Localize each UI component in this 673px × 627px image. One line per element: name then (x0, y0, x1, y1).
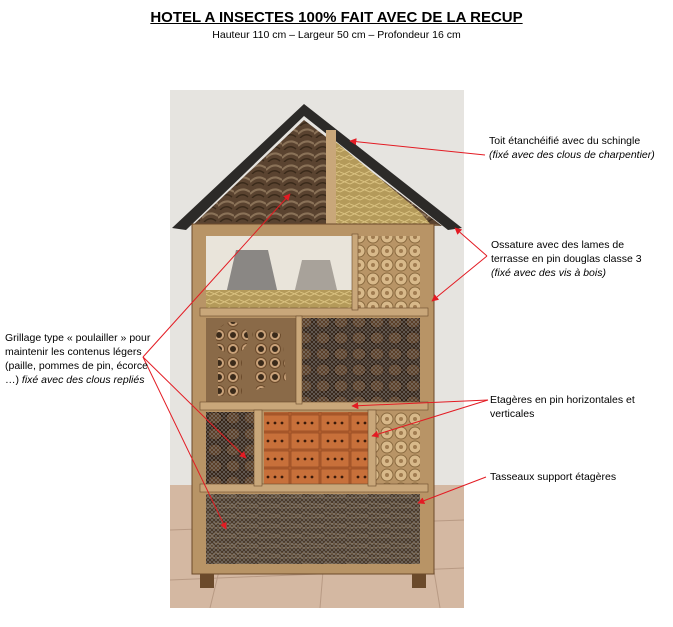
arrow-mesh-2 (143, 357, 246, 458)
label-shelves: Etagères en pin horizontales et verticales (490, 394, 635, 420)
arrow-frame-top (455, 228, 487, 256)
arrow-cleat (418, 477, 486, 503)
label-frame: Ossature avec des lames de terrasse en pin douglas classe 3 (fixé avec des vis à bois) (491, 239, 642, 279)
label-cleats: Tasseaux support étagères (490, 471, 617, 483)
page-title: HOTEL A INSECTES 100% FAIT AVEC DE LA RECUP (150, 9, 523, 26)
arrow-frame-side (432, 256, 487, 301)
arrow-roof (350, 141, 485, 155)
arrow-shelf-1 (352, 400, 488, 406)
page-subtitle: Hauteur 110 cm – Largeur 50 cm – Profondeur 16 cm (212, 29, 461, 41)
label-mesh: Grillage type « poulailler » pour maintenir les contenus légers (paille, pommes de pin, écorce …) fixé avec des clous repliés (5, 332, 151, 386)
arrow-mesh-1 (143, 194, 290, 357)
arrow-shelf-2 (372, 400, 488, 436)
label-roof: Toit étanchéifié avec du schingle (fixé avec des clous de charpentier) (489, 135, 655, 161)
arrow-mesh-3 (143, 357, 226, 529)
